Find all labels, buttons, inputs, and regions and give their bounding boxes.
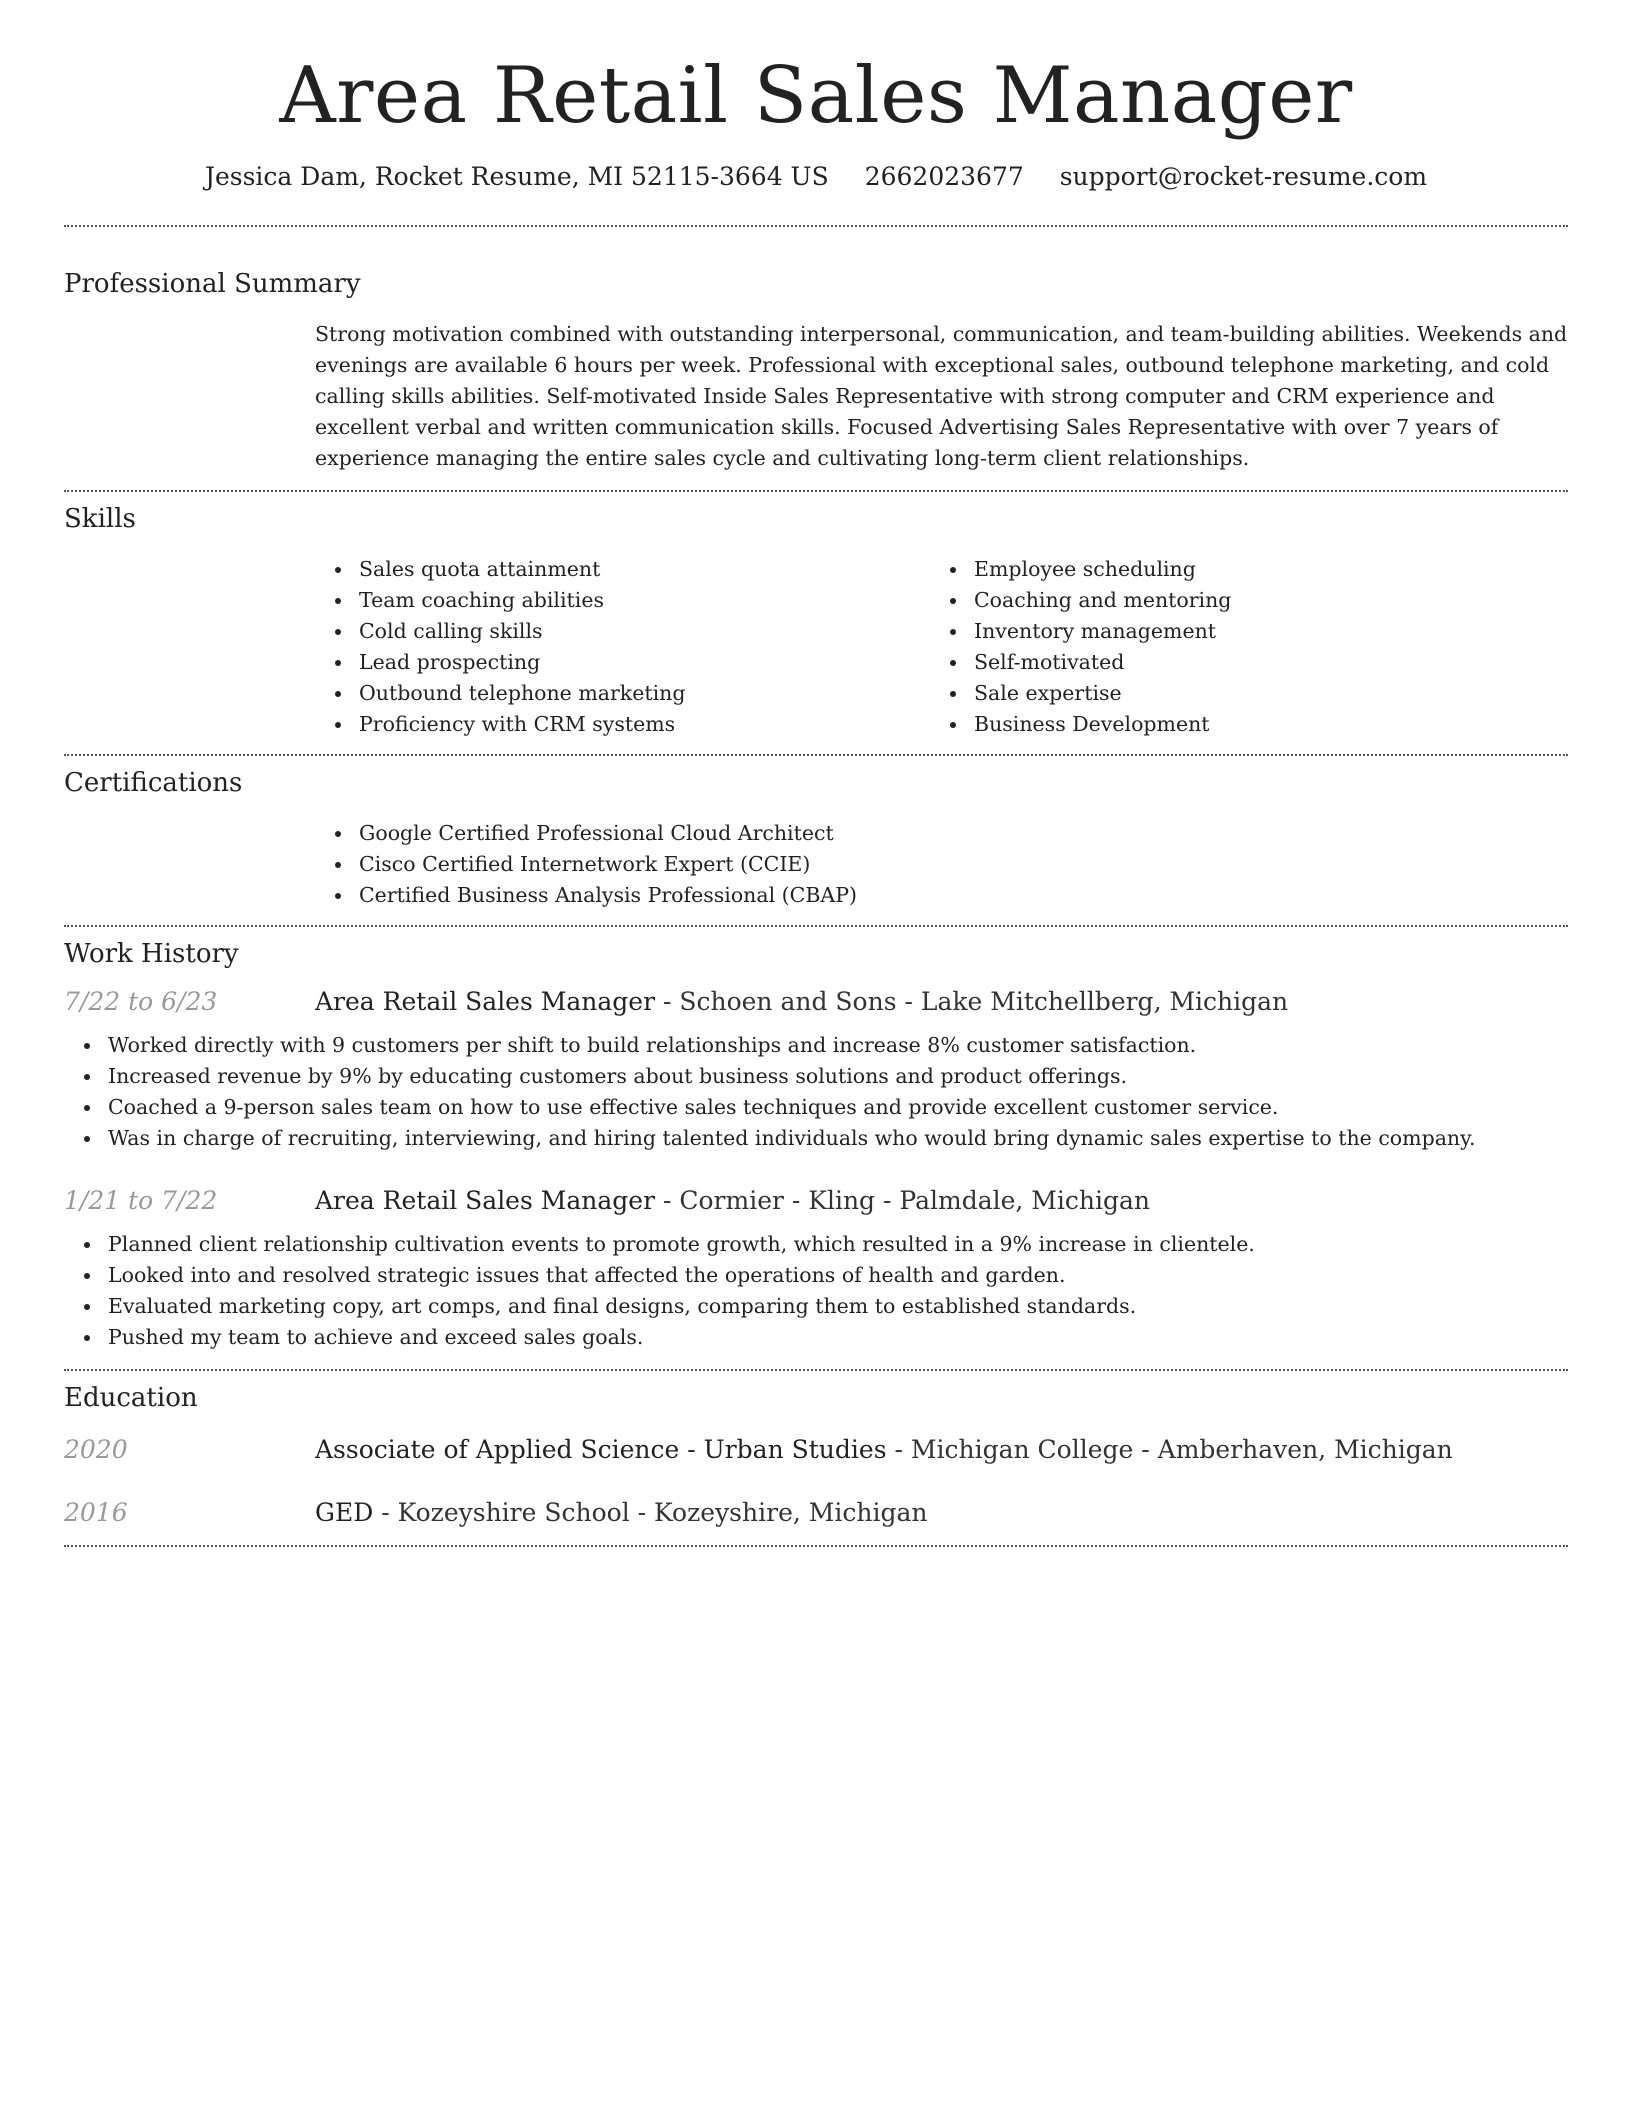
contact-phone: 2662023677 [864,161,1024,191]
job-bullet: Planned client relationship cultivation events to promote growth, which resulted in a 9% increase in clientele. [64,1229,1568,1260]
skill-item: Coaching and mentoring [930,585,1545,616]
job-bullets [64,1229,1568,1353]
skill-item: Proficiency with CRM systems [315,709,930,740]
skill-item: Inventory management [930,616,1545,647]
skills-grid [315,554,1568,754]
skill-item: Self-motivated [930,647,1545,678]
job-entry [64,1186,1568,1353]
education-title-line [315,1435,1453,1464]
resume-title: Area Retail Sales Manager [279,51,1353,141]
certification-item: Cisco Certified Internetwork Expert (CCIE) [315,849,1568,880]
skill-item: Business Development [930,709,1545,740]
summary-section [64,227,1568,490]
skill-item: Outbound telephone marketing [315,678,930,709]
skill-item: Employee scheduling [930,554,1545,585]
job-role: Area Retail Sales Manager [315,986,656,1016]
work-history-heading: Work History [64,938,239,969]
job-bullet: Pushed my team to achieve and exceed sales goals. [64,1322,1568,1353]
skill-item: Lead prospecting [315,647,930,678]
job-bullet: Coached a 9-person sales team on how to use effective sales techniques and provide excellent customer service. [64,1092,1568,1123]
education-section [64,1371,1568,1545]
education-entry [64,1435,1568,1464]
job-entry [64,987,1568,1154]
skill-item: Team coaching abilities [315,585,930,616]
job-bullet: Looked into and resolved strategic issues that affected the operations of health and garden. [64,1260,1568,1291]
education-school: - Kozeyshire School - Kozeyshire, Michigan [373,1497,928,1527]
job-dates: 7/22 to 6/23 [64,986,218,1016]
education-title-line [315,1498,927,1527]
job-dates: 1/21 to 7/22 [64,1185,218,1215]
resume-page [64,0,1568,1547]
education-entry [64,1498,1568,1527]
job-header [64,987,1568,1016]
skill-item: Sales quota attainment [315,554,930,585]
job-bullet: Worked directly with 9 customers per shift to build relationships and increase 8% customer satisfaction. [64,1030,1568,1061]
work-history-section [64,927,1568,1369]
summary-heading: Professional Summary [64,268,361,299]
contact-email: support@rocket-resume.com [1059,161,1428,191]
job-title-line [315,987,1288,1016]
job-role: Area Retail Sales Manager [315,1185,656,1215]
job-bullet: Was in charge of recruiting, interviewing, and hiring talented individuals who would bring dynamic sales expertise to the company. [64,1123,1568,1154]
job-bullet: Evaluated marketing copy, art comps, and final designs, comparing them to established standards. [64,1291,1568,1322]
skill-item: Sale expertise [930,678,1545,709]
job-employer: - Schoen and Sons - Lake Mitchellberg, Michigan [655,986,1289,1016]
summary-content [315,319,1568,490]
certification-item: Google Certified Professional Cloud Architect [315,818,1568,849]
skills-list-left [315,554,930,740]
skills-heading: Skills [64,503,136,534]
job-employer: - Cormier - Kling - Palmdale, Michigan [655,1185,1150,1215]
job-title-line [315,1186,1150,1215]
education-heading: Education [64,1382,198,1413]
certifications-heading: Certifications [64,767,243,798]
education-degree: GED [315,1497,374,1527]
section-divider [64,1545,1568,1547]
certification-item: Certified Business Analysis Professional (CBAP) [315,880,1568,911]
education-school: - Michigan College - Amberhaven, Michigan [886,1434,1453,1464]
skill-item: Cold calling skills [315,616,930,647]
job-bullets [64,1030,1568,1154]
contact-line [64,162,1568,191]
education-degree: Associate of Applied Science - Urban Studies [315,1434,887,1464]
skills-section [64,492,1568,754]
certifications-section [64,756,1568,925]
job-header [64,1186,1568,1215]
skills-list-right [930,554,1545,740]
contact-address: Jessica Dam, Rocket Resume, MI 52115-3664 US [204,161,829,191]
education-year: 2016 [64,1497,128,1527]
certifications-list [315,818,1568,911]
certifications-content [315,818,1568,925]
summary-text: Strong motivation combined with outstanding interpersonal, communication, and team-building abilities. Weekends and evenings are available 6 hours per week. Professional with exceptional sales, outbound telephone marketing, and cold calling skills abilities. Self-motivated Inside Sales Representative with strong computer and CRM experience and excellent verbal and written communication skills. Focused Advertising Sales Representative with over 7 years of experience managing the entire sales cycle and cultivating long-term client relationships. [315,321,1568,470]
job-bullet: Increased revenue by 9% by educating customers about business solutions and product offerings. [64,1061,1568,1092]
education-year: 2020 [64,1434,128,1464]
